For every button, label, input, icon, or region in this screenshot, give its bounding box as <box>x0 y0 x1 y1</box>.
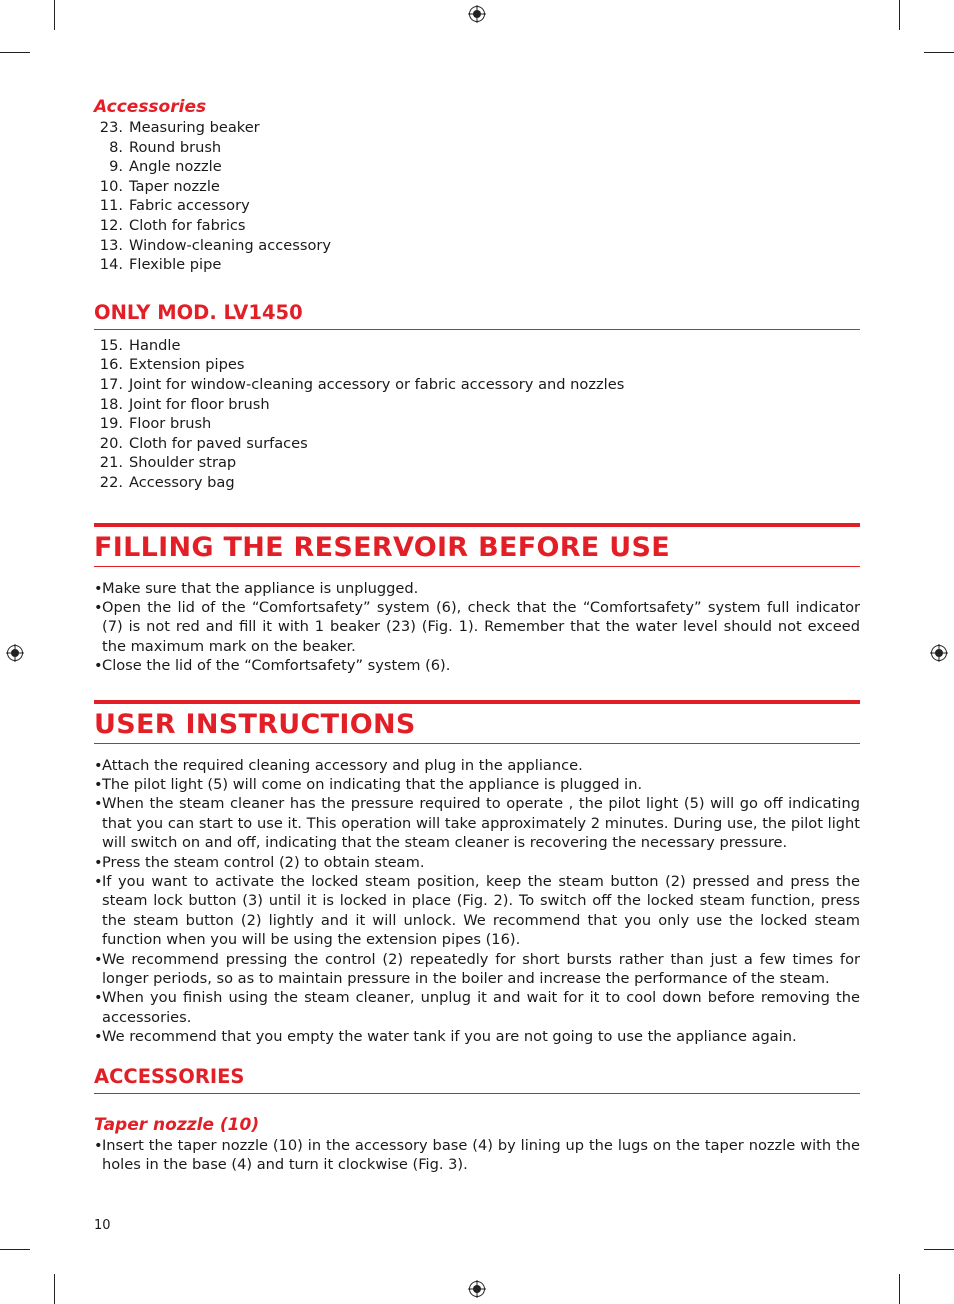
bullet-item: • Attach the required cleaning accessory and plug in the appliance. <box>94 756 860 775</box>
item-number: 8. <box>109 138 123 156</box>
bullet-item: • If you want to activate the locked steam position, keep the steam button (2) pressed and press the steam lock button (3) until it is locked in place (Fig. 2). To switch off the locked steam function, press the steam button (2) lightly and it will unlock. We recommend that you only use the locked steam function when you will be using the extension pipes (16). <box>94 872 860 950</box>
item-text: Handle <box>129 336 181 354</box>
item-number: 16. <box>99 356 123 374</box>
list-item <box>94 118 860 138</box>
list-item <box>94 355 860 375</box>
bullet-item: • Insert the taper nozzle (10) in the accessory base (4) by lining up the lugs on the taper nozzle with the holes in the base (4) and turn it clockwise (Fig. 3). <box>94 1136 860 1175</box>
item-number: 10. <box>99 177 123 195</box>
list-item <box>94 157 860 177</box>
list-item <box>94 434 860 454</box>
item-number: 23. <box>99 119 123 136</box>
item-number: 15. <box>99 336 123 354</box>
list-item <box>94 138 860 158</box>
item-text: Angle nozzle <box>129 158 222 176</box>
bullet-item: • The pilot light (5) will come on indicating that the appliance is plugged in. <box>94 775 860 794</box>
item-text: Cloth for fabrics <box>129 216 246 234</box>
item-text: Joint for floor brush <box>129 395 270 413</box>
item-text: Taper nozzle <box>129 177 220 195</box>
item-number: 11. <box>99 197 123 215</box>
accessories-subheading: Accessories <box>94 97 207 117</box>
accessories-heading: ACCESSORIES <box>94 1065 860 1094</box>
registration-mark-icon <box>6 644 24 662</box>
list-item <box>94 336 860 356</box>
item-text: Extension pipes <box>129 356 245 374</box>
bullet-item: • We recommend pressing the control (2) repeatedly for short bursts rather than just a few times for longer periods, so as to maintain pressure in the boiler and increase the performance of the steam. <box>94 950 860 989</box>
crop-mark <box>899 1274 900 1304</box>
bullet-item: • Press the steam control (2) to obtain steam. <box>94 853 860 872</box>
list-item <box>94 395 860 415</box>
list-item <box>94 196 860 216</box>
crop-mark <box>899 0 900 30</box>
registration-mark-icon <box>468 5 486 23</box>
list-item <box>94 414 860 434</box>
list-item <box>94 375 860 395</box>
item-number: 14. <box>99 256 123 274</box>
item-text: Flexible pipe <box>129 256 222 274</box>
crop-mark <box>54 1274 55 1304</box>
item-number: 19. <box>99 415 123 433</box>
item-text: Shoulder strap <box>129 454 237 472</box>
item-text: Floor brush <box>129 415 212 433</box>
list-item <box>94 453 860 473</box>
only-mod-heading: ONLY MOD. LV1450 <box>94 301 860 330</box>
item-number: 22. <box>99 473 123 491</box>
crop-mark <box>54 0 55 30</box>
registration-mark-icon <box>468 1280 486 1298</box>
bullet-item: • When the steam cleaner has the pressure required to operate , the pilot light (5) will go off indicating that you can start to use it. This operation will take approximately 2 minutes. During use, the pilot light will switch on and off, indicating that the steam cleaner is recovering the necessary pressure. <box>94 794 860 852</box>
item-number: 21. <box>99 454 123 472</box>
taper-nozzle-list <box>94 1136 860 1175</box>
item-number: 12. <box>99 216 123 234</box>
crop-mark <box>0 1249 30 1250</box>
user-instructions-heading: USER INSTRUCTIONS <box>94 700 860 744</box>
crop-mark <box>0 52 30 53</box>
item-text: Cloth for paved surfaces <box>129 434 308 452</box>
item-number: 9. <box>109 158 123 176</box>
item-number: 17. <box>99 375 123 393</box>
item-number: 18. <box>99 395 123 413</box>
item-text: Measuring beaker <box>129 119 260 136</box>
list-item <box>94 177 860 197</box>
item-text: Window-cleaning accessory <box>129 236 332 254</box>
accessories-list <box>94 118 860 275</box>
crop-mark <box>924 1249 954 1250</box>
registration-mark-icon <box>930 644 948 662</box>
bullet-item: • We recommend that you empty the water tank if you are not going to use the appliance again. <box>94 1027 860 1046</box>
bullet-item: • Make sure that the appliance is unplugged. <box>94 579 860 598</box>
only-mod-list <box>94 336 860 493</box>
filling-heading: FILLING THE RESERVOIR BEFORE USE <box>94 523 860 567</box>
list-item <box>94 216 860 236</box>
page-content <box>94 96 860 1174</box>
item-number: 13. <box>99 236 123 254</box>
bullet-item: • Open the lid of the “Comfortsafety” system (6), check that the “Comfortsafety” system full indicator (7) is not red and fill it with 1 beaker (23) (Fig. 1). Remember that the water level should not exceed the maximum mark on the beaker. <box>94 598 860 656</box>
page-number: 10 <box>94 1218 111 1233</box>
list-item <box>94 473 860 493</box>
taper-nozzle-subheading: Taper nozzle (10) <box>94 1114 260 1135</box>
bullet-item: • Close the lid of the “Comfortsafety” system (6). <box>94 656 860 675</box>
filling-list <box>94 579 860 676</box>
list-item <box>94 255 860 275</box>
item-text: Fabric accessory <box>129 197 250 215</box>
user-instructions-list <box>94 756 860 1047</box>
item-text: Accessory bag <box>129 473 235 491</box>
item-text: Joint for window-cleaning accessory or fabric accessory and nozzles <box>129 375 625 393</box>
list-item <box>94 236 860 256</box>
item-number: 20. <box>99 434 123 452</box>
crop-mark <box>924 52 954 53</box>
item-text: Round brush <box>129 138 222 156</box>
bullet-item: • When you finish using the steam cleaner, unplug it and wait for it to cool down before removing the accessories. <box>94 988 860 1027</box>
